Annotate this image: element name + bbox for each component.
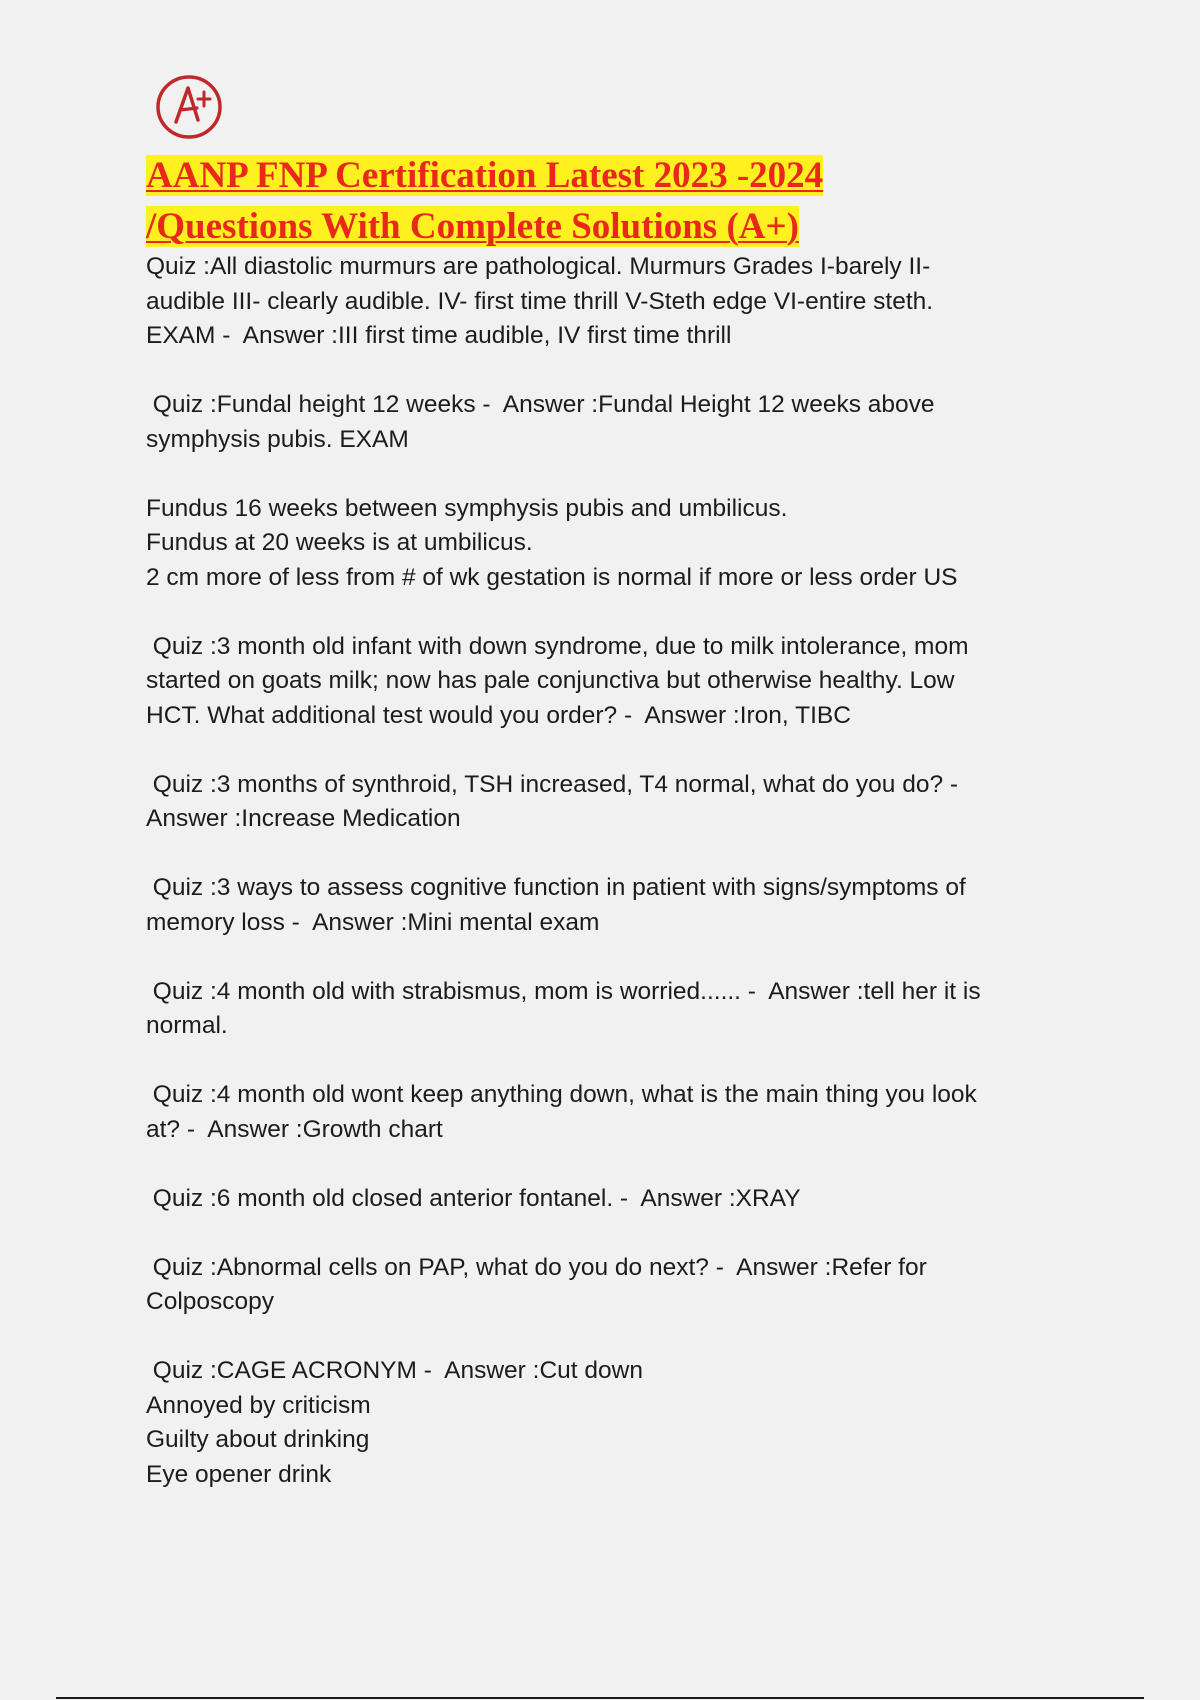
grade-badge-text: A+ [152, 70, 154, 71]
quiz-entry-line: Answer :Increase Medication [146, 805, 461, 832]
quiz-entry [146, 975, 1046, 1044]
quiz-entry-line: Guilty about drinking [146, 1426, 370, 1453]
quiz-entry-line: Quiz :4 month old with strabismus, mom is worried...... - Answer :tell her it is [146, 977, 981, 1005]
quiz-entry [146, 492, 1046, 596]
quiz-entry-line: Fundus 16 weeks between symphysis pubis and umbilicus. [146, 494, 788, 522]
quiz-entry-line: EXAM - Answer :III first time audible, IV first time thrill [146, 322, 732, 349]
quiz-entry [146, 1251, 1046, 1320]
quiz-entry-line: Quiz :3 ways to assess cognitive function in patient with signs/symptoms of [146, 874, 966, 901]
quiz-entry [146, 388, 1046, 457]
quiz-entry-line: Eye opener drink [146, 1460, 332, 1488]
quiz-entry-line: normal. [146, 1012, 228, 1039]
quiz-entry-line: Quiz :CAGE ACRONYM - Answer :Cut down [146, 1357, 643, 1384]
quiz-entry [146, 1182, 1046, 1217]
grade-a-plus-logo [152, 70, 228, 142]
quiz-entry [146, 1078, 1046, 1147]
quiz-content [146, 250, 1046, 1492]
quiz-entry [146, 1354, 1046, 1492]
quiz-entry-line: Fundus at 20 weeks is at umbilicus. [146, 529, 533, 556]
bottom-divider [56, 1697, 1144, 1699]
quiz-entry-line: memory loss - Answer :Mini mental exam [146, 908, 600, 936]
title-line-1: AANP FNP Certification Latest 2023 -2024 [146, 155, 824, 196]
quiz-entry-line: symphysis pubis. EXAM [146, 425, 409, 453]
quiz-entry-line: Colposcopy [146, 1288, 275, 1315]
document-title [146, 150, 1086, 252]
quiz-entry-line: Quiz :All diastolic murmurs are pathological. Murmurs Grades I-barely II- [146, 253, 931, 280]
quiz-entry-line: Quiz :3 month old infant with down syndrome, due to milk intolerance, mom [146, 632, 969, 660]
quiz-entry-line: Quiz :Fundal height 12 weeks - Answer :Fundal Height 12 weeks above [146, 391, 935, 418]
quiz-entry-line: started on goats milk; now has pale conjunctiva but otherwise healthy. Low [146, 667, 955, 694]
quiz-entry-line: at? - Answer :Growth chart [146, 1115, 443, 1143]
quiz-entry-line: Annoyed by criticism [146, 1391, 371, 1419]
quiz-entry-line: audible III- clearly audible. IV- first time thrill V-Steth edge VI-entire steth. [146, 287, 934, 315]
quiz-entry [146, 250, 1046, 354]
title-line-2: /Questions With Complete Solutions (A+) [146, 206, 799, 247]
quiz-entry-line: Quiz :Abnormal cells on PAP, what do you do next? - Answer :Refer for [146, 1253, 927, 1281]
quiz-entry [146, 630, 1046, 734]
quiz-entry-line: 2 cm more of less from # of wk gestation is normal if more or less order US [146, 563, 958, 591]
quiz-entry [146, 768, 1046, 837]
quiz-entry [146, 871, 1046, 940]
quiz-entry-line: Quiz :3 months of synthroid, TSH increased, T4 normal, what do you do? - [146, 770, 959, 798]
quiz-entry-line: HCT. What additional test would you order? - Answer :Iron, TIBC [146, 701, 851, 729]
quiz-entry-line: Quiz :4 month old wont keep anything down, what is the main thing you look [146, 1081, 977, 1108]
quiz-entry-line: Quiz :6 month old closed anterior fontanel. - Answer :XRAY [146, 1184, 801, 1212]
